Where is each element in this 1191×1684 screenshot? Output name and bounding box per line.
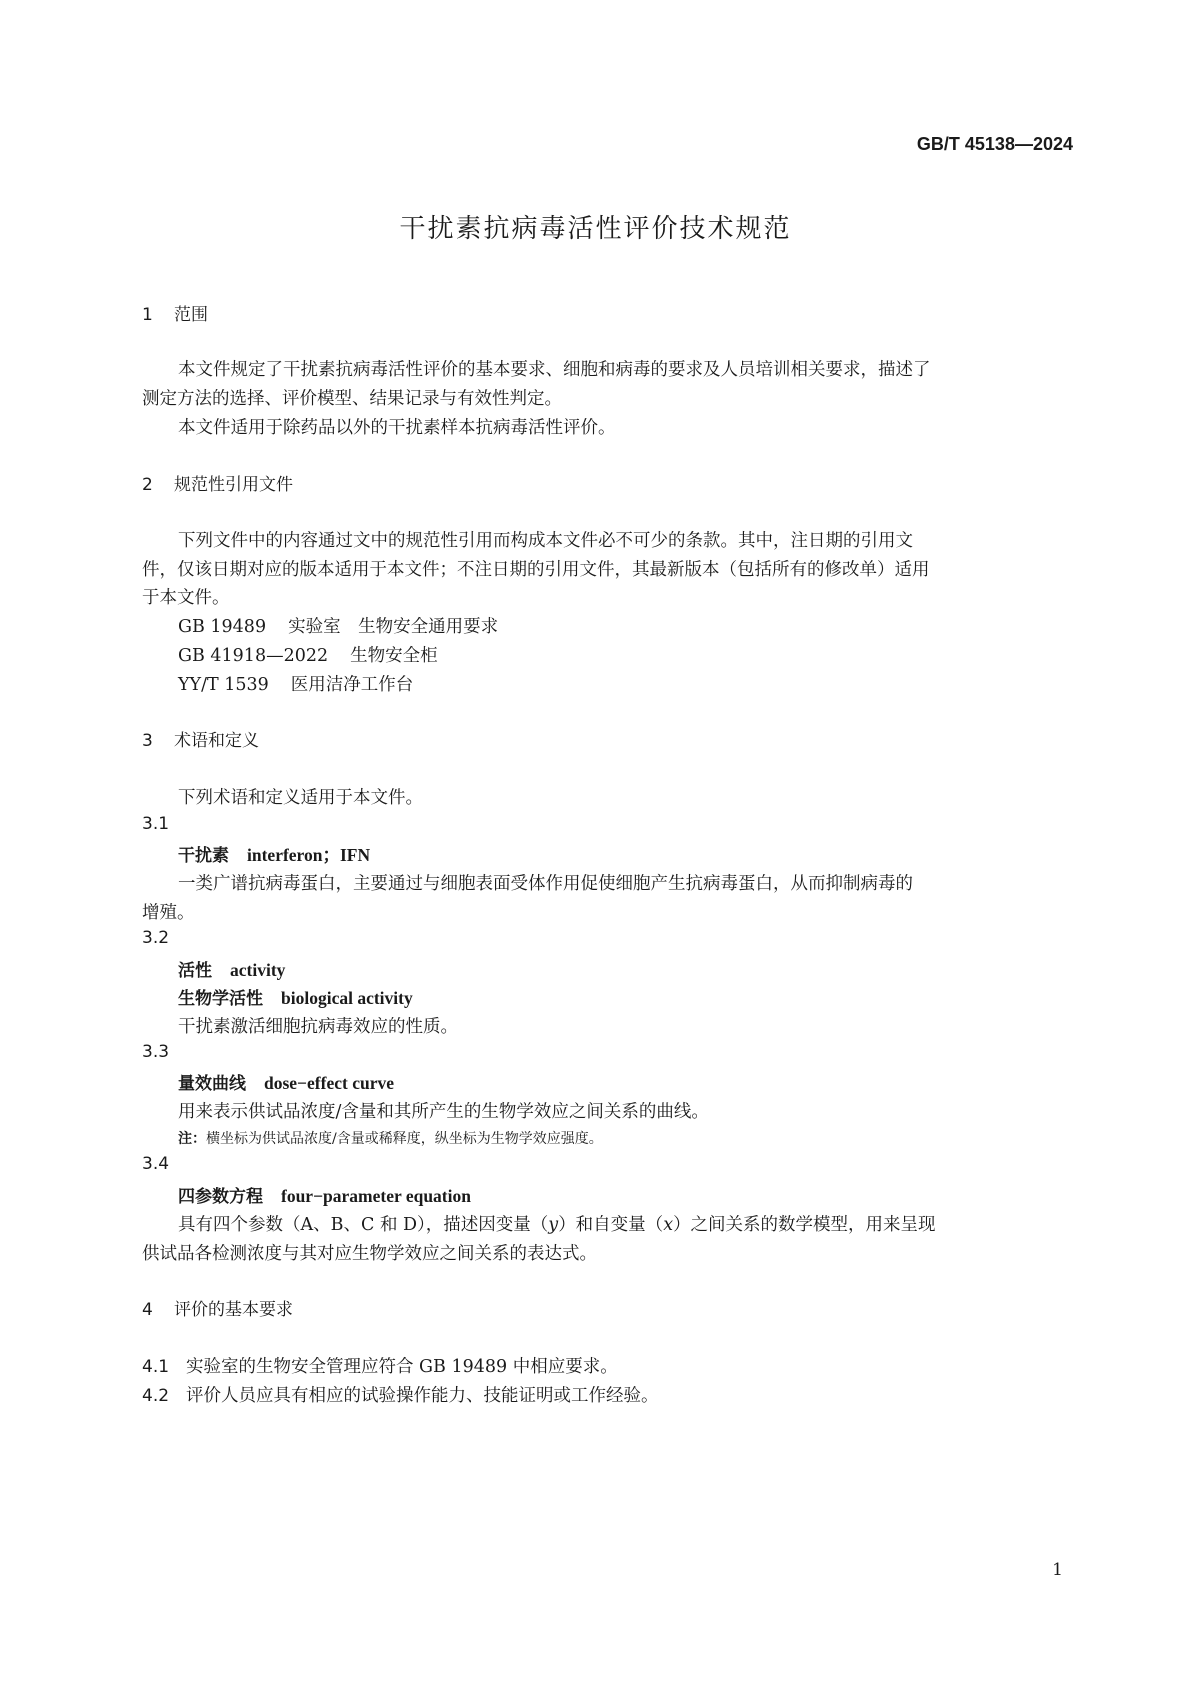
term-number: 3.1: [142, 814, 170, 834]
normative-reference: [178, 671, 413, 696]
term-entry-synonym: [178, 984, 413, 1009]
definition: 干扰素激活细胞抗病毒效应的性质。: [178, 1017, 458, 1037]
reference-title: 实验室 生物安全通用要求: [288, 617, 499, 637]
paragraph: 本文件适用于除药品以外的干扰素样本抗病毒活性评价。: [178, 418, 616, 438]
term-entry: [178, 1182, 471, 1207]
section-number: 3: [142, 731, 153, 751]
section-title: 术语和定义: [174, 731, 259, 751]
paragraph-line: 下列文件中的内容通过文中的规范性引用而构成本文件必不可少的条款。其中，注日期的引用文: [178, 531, 913, 551]
normative-reference: [178, 613, 498, 638]
clause-4-1: [142, 1353, 618, 1378]
term-zh: 四参数方程: [178, 1187, 263, 1207]
document-title: 干扰素抗病毒活性评价技术规范: [399, 214, 792, 244]
page-number: 1: [1052, 1560, 1063, 1580]
clause-4-2: [142, 1382, 659, 1407]
term-en: activity: [230, 960, 286, 980]
term-number: 3.3: [142, 1042, 170, 1062]
term-entry: [178, 956, 285, 981]
section-heading-4: [142, 1295, 293, 1320]
variable-y: y: [548, 1215, 559, 1235]
term-zh: 活性: [178, 961, 212, 981]
definition: 用来表示供试品浓度/含量和其所产生的生物学效应之间关系的曲线。: [178, 1102, 709, 1122]
section-title: 范围: [174, 305, 208, 325]
variable-x: x: [663, 1215, 674, 1235]
clause-text: 实验室的生物安全管理应符合 GB 19489 中相应要求。: [186, 1357, 618, 1377]
term-zh: 生物学活性: [178, 989, 263, 1009]
term-en: interferon；IFN: [247, 845, 371, 865]
section-number: 2: [142, 475, 153, 495]
normative-reference: [178, 642, 438, 667]
note-label: 注：: [178, 1131, 206, 1147]
term-entry: [178, 841, 370, 867]
paragraph-line: 件，仅该日期对应的版本适用于本文件；不注日期的引用文件，其最新版本（包括所有的修改单）适用: [142, 560, 930, 580]
term-number: 3.4: [142, 1154, 170, 1174]
section-number: 4: [142, 1300, 153, 1320]
reference-code: YY/T 1539: [178, 675, 269, 695]
definition-line: 供试品各检测浓度与其对应生物学效应之间关系的表达式。: [142, 1244, 597, 1264]
definition-text: ）和自变量（: [558, 1215, 664, 1235]
term-zh: 量效曲线: [178, 1074, 246, 1094]
term-en: four−parameter equation: [281, 1186, 471, 1206]
section-heading-2: [142, 470, 293, 495]
reference-code: GB 19489: [178, 617, 267, 637]
definition-text: 具有四个参数（A、B、C 和 D），描述因变量（: [178, 1215, 549, 1235]
paragraph-line: 测定方法的选择、评价模型、结果记录与有效性判定。: [142, 389, 562, 409]
term-number: 3.2: [142, 928, 170, 948]
section-heading-1: [142, 300, 208, 325]
term-en: biological activity: [281, 988, 413, 1008]
definition-line: 增殖。: [142, 903, 195, 923]
section-title: 评价的基本要求: [174, 1300, 293, 1320]
paragraph-line: 于本文件。: [142, 588, 230, 608]
section-number: 1: [142, 305, 153, 325]
reference-title: 生物安全柜: [350, 646, 438, 666]
term-zh: 干扰素: [178, 846, 229, 866]
section-heading-3: [142, 726, 259, 751]
definition-text: ）之间关系的数学模型，用来呈现: [673, 1215, 936, 1235]
definition-line: [178, 1211, 936, 1236]
term-en: dose−effect curve: [264, 1073, 394, 1093]
clause-number: 4.1: [142, 1357, 170, 1377]
clause-number: 4.2: [142, 1386, 170, 1406]
note-text: 横坐标为供试品浓度/含量或稀释度，纵坐标为生物学效应强度。: [206, 1131, 603, 1147]
standard-code: GB/T 45138—2024: [916, 134, 1073, 154]
section-title: 规范性引用文件: [174, 475, 293, 495]
paragraph-line: 本文件规定了干扰素抗病毒活性评价的基本要求、细胞和病毒的要求及人员培训相关要求，描述了: [178, 360, 931, 380]
term-entry: [178, 1069, 394, 1094]
definition-line: 一类广谱抗病毒蛋白，主要通过与细胞表面受体作用促使细胞产生抗病毒蛋白，从而抑制病毒的: [178, 874, 913, 894]
clause-text: 评价人员应具有相应的试验操作能力、技能证明或工作经验。: [186, 1386, 659, 1406]
paragraph: 下列术语和定义适用于本文件。: [178, 788, 423, 808]
reference-title: 医用洁净工作台: [290, 675, 414, 695]
note: [178, 1128, 603, 1148]
reference-code: GB 41918—2022: [178, 646, 329, 666]
